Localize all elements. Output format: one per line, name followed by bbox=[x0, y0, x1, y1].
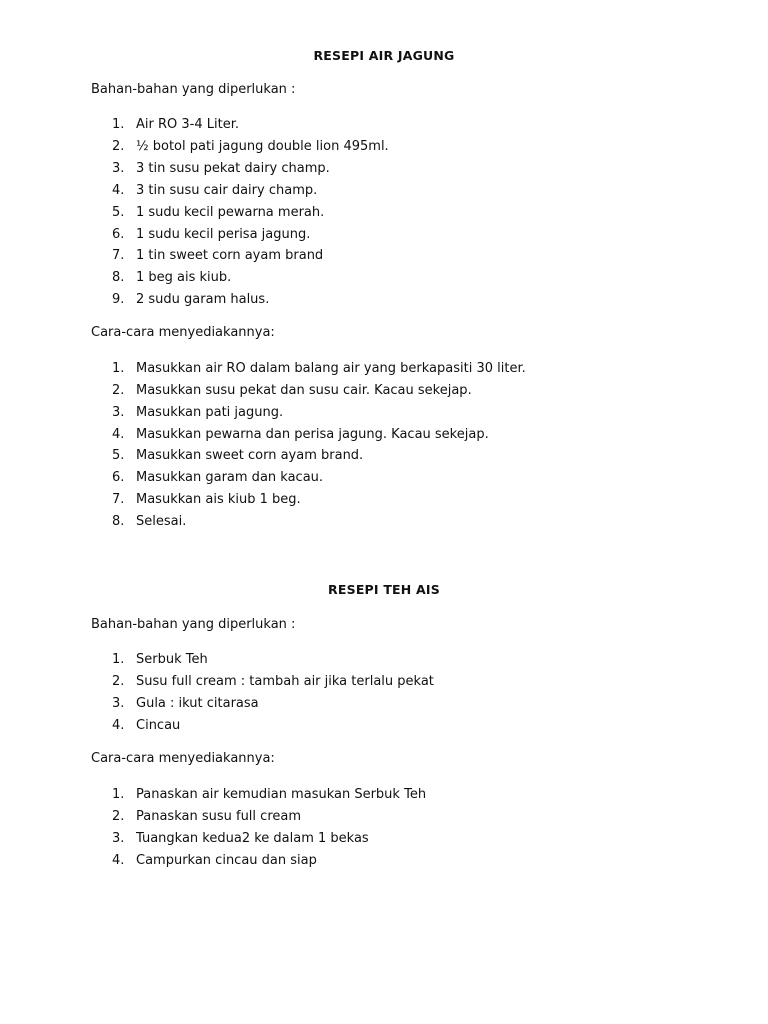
list-number: 7. bbox=[112, 492, 125, 507]
list-text: 1 sudu kecil perisa jagung. bbox=[136, 227, 311, 242]
list-number: 6. bbox=[112, 470, 125, 485]
list-number: 4. bbox=[112, 718, 125, 733]
list-text: 1 beg ais kiub. bbox=[136, 270, 232, 285]
list-text: Masukkan pewarna dan perisa jagung. Kacau sekejap. bbox=[136, 427, 489, 442]
list-text: Gula : ikut citarasa bbox=[136, 696, 259, 711]
list-text: Susu full cream : tambah air jika terlalu pekat bbox=[136, 674, 434, 689]
list-text: Masukkan sweet corn ayam brand. bbox=[136, 448, 364, 463]
list-text: Campurkan cincau dan siap bbox=[136, 853, 317, 868]
list-text: 3 tin susu cair dairy champ. bbox=[136, 183, 318, 198]
list-text: ½ botol pati jagung double lion 495ml. bbox=[136, 139, 389, 154]
list-number: 7. bbox=[112, 248, 125, 263]
list-text: Masukkan ais kiub 1 beg. bbox=[136, 492, 301, 507]
list-text: Cincau bbox=[136, 718, 181, 733]
list-number: 3. bbox=[112, 831, 125, 846]
list-text: Tuangkan kedua2 ke dalam 1 bekas bbox=[136, 831, 369, 846]
list-text: 1 tin sweet corn ayam brand bbox=[136, 248, 324, 263]
list-number: 3. bbox=[112, 696, 125, 711]
recipe2-steps-heading: Cara-cara menyediakannya: bbox=[91, 751, 275, 766]
list-number: 3. bbox=[112, 161, 125, 176]
list-number: 4. bbox=[112, 183, 125, 198]
list-text: Panaskan air kemudian masukan Serbuk Teh bbox=[136, 787, 427, 802]
list-text: Air RO 3-4 Liter. bbox=[136, 117, 239, 132]
recipe1-ingredients-heading: Bahan-bahan yang diperlukan : bbox=[91, 82, 296, 97]
list-number: 5. bbox=[112, 205, 125, 220]
list-text: 3 tin susu pekat dairy champ. bbox=[136, 161, 330, 176]
list-number: 8. bbox=[112, 270, 125, 285]
list-text: 2 sudu garam halus. bbox=[136, 292, 270, 307]
list-number: 6. bbox=[112, 227, 125, 242]
list-number: 9. bbox=[112, 292, 125, 307]
list-text: Masukkan air RO dalam balang air yang berkapasiti 30 liter. bbox=[136, 361, 526, 376]
list-text: Masukkan pati jagung. bbox=[136, 405, 284, 420]
list-text: Serbuk Teh bbox=[136, 652, 208, 667]
list-text: 1 sudu kecil pewarna merah. bbox=[136, 205, 325, 220]
list-number: 4. bbox=[112, 853, 125, 868]
recipe1-title: RESEPI AIR JAGUNG bbox=[313, 48, 455, 63]
recipe2-title: RESEPI TEH AIS bbox=[328, 582, 440, 597]
list-number: 5. bbox=[112, 448, 125, 463]
list-number: 2. bbox=[112, 139, 125, 154]
list-text: Masukkan susu pekat dan susu cair. Kacau sekejap. bbox=[136, 383, 472, 398]
list-number: 1. bbox=[112, 787, 125, 802]
list-number: 1. bbox=[112, 361, 125, 376]
list-number: 2. bbox=[112, 383, 125, 398]
list-number: 4. bbox=[112, 427, 125, 442]
list-number: 3. bbox=[112, 405, 125, 420]
list-number: 2. bbox=[112, 674, 125, 689]
recipe2-ingredients-heading: Bahan-bahan yang diperlukan : bbox=[91, 617, 296, 632]
list-text: Panaskan susu full cream bbox=[136, 809, 302, 824]
list-number: 1. bbox=[112, 652, 125, 667]
list-text: Masukkan garam dan kacau. bbox=[136, 470, 324, 485]
list-number: 2. bbox=[112, 809, 125, 824]
list-number: 1. bbox=[112, 117, 125, 132]
list-text: Selesai. bbox=[136, 514, 187, 529]
recipe1-steps-heading: Cara-cara menyediakannya: bbox=[91, 325, 275, 340]
list-number: 8. bbox=[112, 514, 125, 529]
